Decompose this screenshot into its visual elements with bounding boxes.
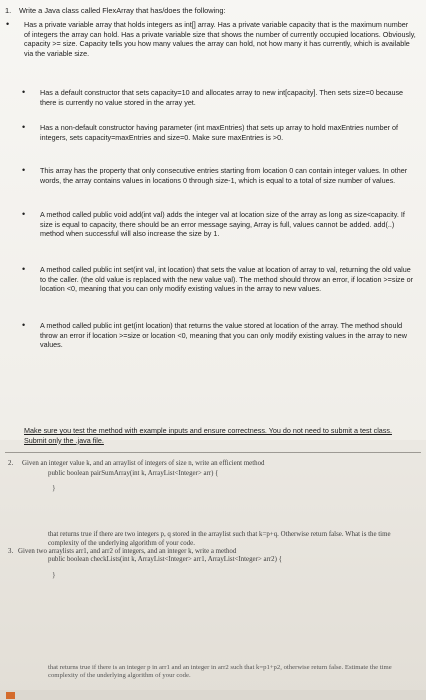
bullet-add-method — [22, 209, 416, 239]
closing-brace: } — [52, 570, 56, 579]
bullet-consecutive-entries — [22, 165, 416, 185]
question-number: 2. — [8, 460, 14, 467]
bullet-text: A method called public void add(int val) adds the integer val at location size of the array as long as size<capacity. If size is equal to capacity, there should be an error message saying, Array is full, values cannot be added. add(..) method when successful will also increase the size by 1. — [40, 210, 405, 238]
bullet-set-method — [22, 264, 416, 294]
bullet-dot: • — [22, 209, 26, 219]
question-text: Given two arraylists arr1, and arr2 of integers, and an integer k, write a method — [18, 548, 237, 555]
section-divider — [5, 452, 421, 453]
printed-sheet — [0, 440, 426, 700]
sub-bullet-nondefault-constructor — [22, 122, 416, 142]
question-3-signature: public boolean checkLists(int k, ArrayList<Integer> arr1, ArrayList<Integer> arr2) { — [48, 556, 282, 563]
bullet-text: A method called public int set(int val, int location) that sets the value at location of array to val, returning the old value to the caller. (the old value is replaced with the new value val). The method should throw an error, if location >=size or location <0, meaning that you can only modify existing values in the array to new values. — [40, 265, 414, 293]
bullet-dot: • — [6, 19, 10, 29]
sub-bullet-default-constructor — [22, 87, 416, 107]
bullet-dot: • — [22, 320, 26, 330]
bullet-text: A method called public int get(int location) that returns the value stored at location of the array. The method should throw an error if location >=size or location <0, meaning that you can only modify existing values in the array to new values. — [40, 321, 407, 349]
question-2-prompt — [8, 460, 418, 469]
submission-note: Make sure you test the method with example inputs and ensure correctness. You do not need to submit a test class. Submit only the .java file. — [24, 426, 392, 445]
bullet-text: This array has the property that only consecutive entries starting from location 0 can contain integer values. In other words, the array contains values in locations 0 through size-1, which is equal to a total of size number of values. — [40, 166, 408, 185]
bullet-array-fields — [6, 19, 416, 58]
question-1-heading — [5, 6, 420, 15]
question-2-return-description: that returns true if there are two integers p, q stored in the arraylist such that k=p+q. Otherwise return false. What is the time complexity of the underlying algorithm of your code. — [48, 531, 391, 547]
closing-brace: } — [52, 483, 56, 492]
bullet-text: Has a non-default constructor having parameter (int maxEntries) that sets up array to hold maxEntries number of integers, sets capacity=maxEntries and size=0. Make sure maxEntries is >0. — [40, 123, 398, 142]
bullet-get-method — [22, 320, 416, 350]
taskbar — [0, 690, 426, 700]
question-2-signature: public boolean pairSumArray(int k, ArrayList<Integer> arr) { — [48, 470, 219, 477]
question-number: 3. — [8, 548, 14, 555]
bullet-dot: • — [22, 264, 26, 274]
question-3-return-description: that returns true if there is an integer p in arr1 and an integer in arr2 such that k=p1+p2, otherwise return false. Estimate the time complexity of the underlying algorithm of your code. — [48, 664, 392, 680]
bullet-dot: • — [22, 122, 26, 132]
bullet-text: Has a default constructor that sets capacity=10 and allocates array to new int[capacity]. Then sets size=0 because there is currently no value stored in the array yet. — [40, 88, 404, 107]
question-text: Given an integer value k, and an arraylist of integers of size n, write an efficient method — [22, 460, 265, 467]
question-number: 1. — [5, 6, 12, 15]
bullet-text: Has a private variable array that holds integers as int[] array. Has a private variable capacity that is the maximum number of integers the array can hold. Has a private variable size that shows the number of currently occupied locations. Obviously, capacity >= size. Capacity tells you how many values the array can hold, not how many it has currently, which is available via the variable size. — [24, 20, 416, 58]
bullet-dot: • — [22, 87, 26, 97]
taskbar-app-icon[interactable] — [6, 692, 15, 699]
bullet-dot: • — [22, 165, 26, 175]
question-text: Write a Java class called FlexArray that has/does the following: — [19, 6, 226, 15]
